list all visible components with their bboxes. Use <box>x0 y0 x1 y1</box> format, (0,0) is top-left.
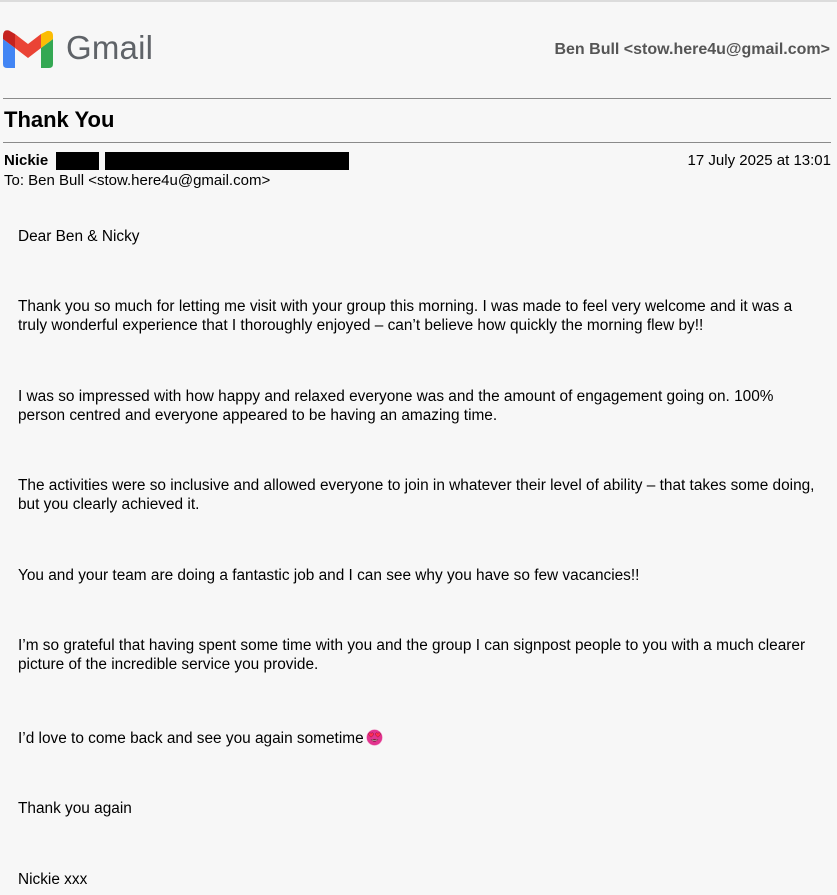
divider <box>3 98 831 99</box>
top-border <box>0 0 837 2</box>
body-paragraph: The activities were so inclusive and allowed everyone to join in whatever their level of ability – that takes some doing, but you clearly achieved it. <box>18 477 815 513</box>
body-paragraph-with-emoji <box>18 729 818 748</box>
body-paragraph: Thank you so much for letting me visit with your group this morning. I was made to feel very welcome and it was a truly wonderful experience that I thoroughly enjoyed – can’t believe how quickly the morning flew by!! <box>18 298 793 334</box>
account-label: Ben Bull <stow.here4u@gmail.com> <box>554 41 830 58</box>
redaction-block <box>56 152 99 170</box>
body-paragraph: I was so impressed with how happy and relaxed everyone was and the amount of engagement going on. 100% person centred and everyone appeared to be having an amazing time. <box>18 388 774 424</box>
redaction-block <box>105 152 349 170</box>
email-date: 17 July 2025 at 13:01 <box>687 152 831 169</box>
recipient-line: To: Ben Bull <stow.here4u@gmail.com> <box>4 172 271 189</box>
email-subject: Thank You <box>4 107 115 132</box>
sender-name: Nickie <box>4 152 49 169</box>
body-paragraph: You and your team are doing a fantastic job and I can see why you have so few vacancies!! <box>18 567 640 584</box>
divider <box>3 142 831 143</box>
gmail-wordmark: Gmail <box>66 29 154 66</box>
body-paragraph: I’m so grateful that having spent some time with you and the group I can signpost people to you with a much clearer picture of the incredible service you provide. <box>18 637 806 673</box>
heart-eyes-emoji-icon <box>366 729 383 746</box>
greeting: Dear Ben & Nicky <box>18 228 140 245</box>
body-text: I’d love to come back and see you again sometime <box>18 730 364 747</box>
gmail-logo-icon <box>3 30 53 68</box>
signature: Nickie xxx <box>18 871 88 888</box>
gmail-header <box>0 22 837 78</box>
closing-line: Thank you again <box>18 800 132 817</box>
sender-row <box>4 152 831 172</box>
